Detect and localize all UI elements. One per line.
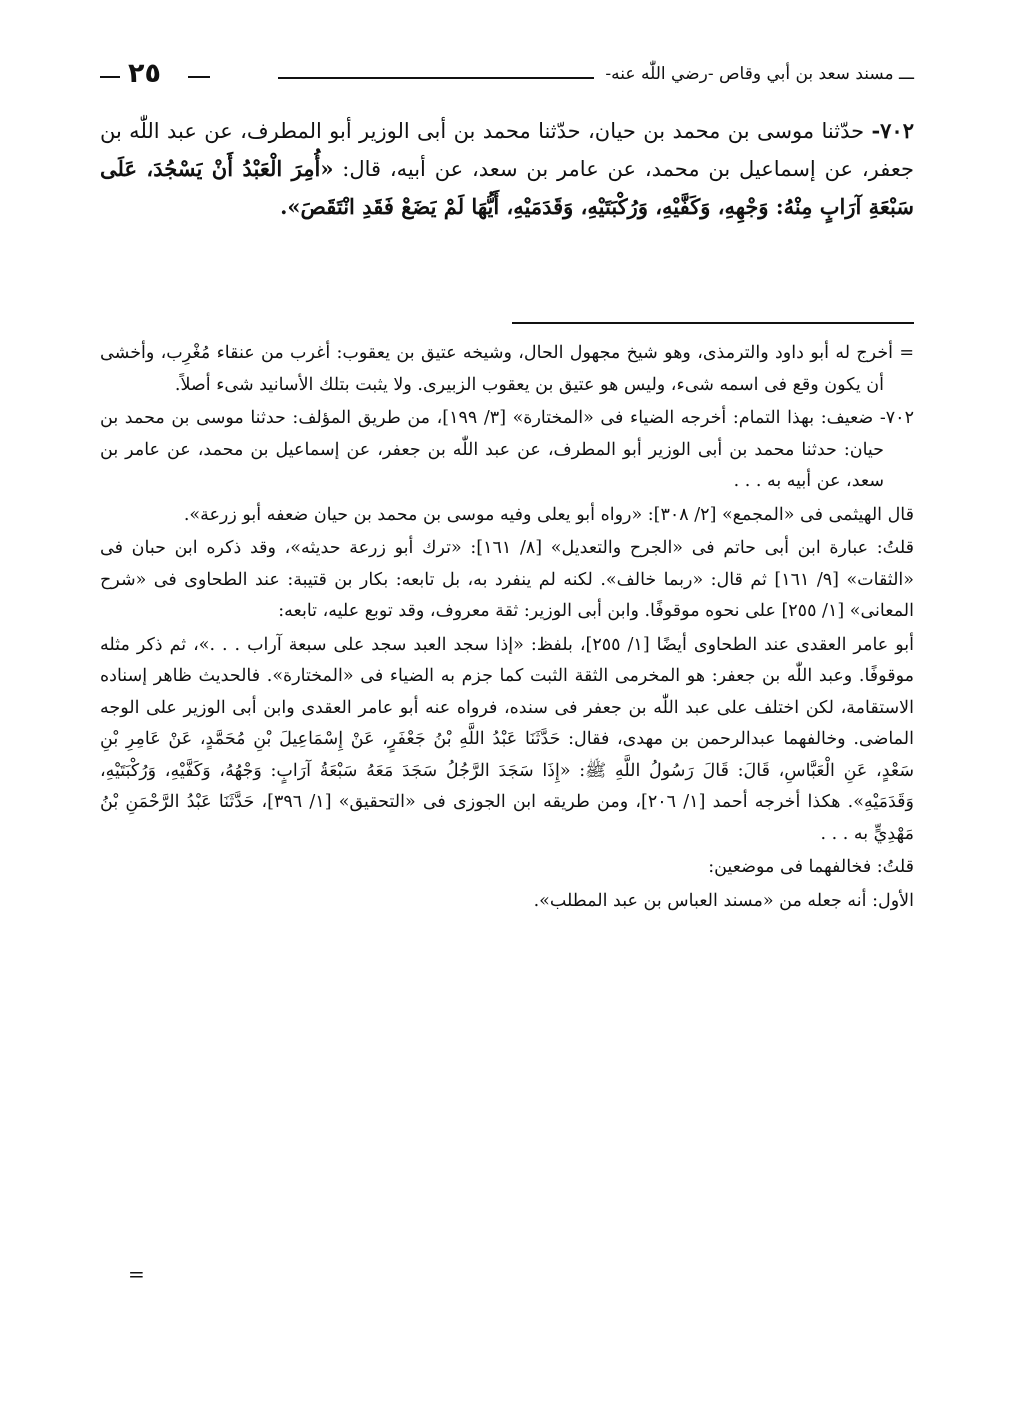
footnotes bbox=[100, 338, 914, 919]
hadith-block bbox=[100, 112, 914, 226]
header-dash-right bbox=[188, 76, 210, 78]
continuation-mark: = bbox=[128, 1262, 145, 1286]
header-title: ـــ مسند سعد بن أبي وقاص -رضي اللّٰه عنه- bbox=[605, 64, 914, 84]
footnote-702: ٧٠٢- ضعيف: بهذا التمام: أخرجه الضياء فى «المختارة» [٣/ ١٩٩]، من طريق المؤلف: حدثنا موسى بن محمد بن حيان: حدثنا محمد بن أبى الوزير أبو المطرف، عن عبد اللّٰه بن جعفر، عن إسماعيل بن محمد، عن عامر بن سعد، عن أبيه به . . . bbox=[100, 408, 914, 491]
footnote-separator bbox=[512, 322, 914, 324]
footnote-continuation: = أخرج له أبو داود والترمذى، وهو شيخ مجهول الحال، وشيخه عتيق بن يعقوب: أغرب من عنقاء مُغْرِب، وأخشى أن يكون وقع فى اسمه شىء، وليس هو عتيق بن يعقوب الزبيرى. ولا يثبت بتلك الأسانيد شىء أصلاً. bbox=[100, 343, 914, 395]
footnote-paragraph: أبو عامر العقدى عند الطحاوى أيضًا [١/ ٢٥٥]، بلفظ: «إذا سجد العبد سجد على سبعة آراب . . .»، ثم ذكر مثله موقوفًا. وعبد اللّٰه بن جعفر: هو المخرمى الثقة الثبت كما جزم به الضياء فى «المختارة». فالحديث ظاهر إسناده الاستقامة، لكن اختلف على عبد اللّٰه بن جعفر فى سنده، فرواه عنه أبو عامر العقدى وابن أبى الوزير على الوجه الماضى. وخالفهما عبدالرحمن بن مهدى، فقال: حَدَّثَنَا عَبْدُ اللَّهِ بْنُ جَعْفَرٍ، عَنْ إِسْمَاعِيلَ بْنِ مُحَمَّدٍ، عَنْ عَامِرِ بْنِ سَعْدٍ، عَنِ الْعَبَّاسِ، قَالَ: قَالَ رَسُولُ اللَّهِ ﷺ: «إِذَا سَجَدَ الرَّجُلُ سَجَدَ مَعَهُ سَبْعَةُ آرَابٍ: وَجْهُهُ، وَكَفَّيْهِ، وَرُكْبَتَيْهِ، وَقَدَمَيْهِ». هكذا أخرجه أحمد [١/ ٢٠٦]، ومن طريقه ابن الجوزى فى «التحقيق» [١/ ٣٩٦]، حَدَّثَنَا عَبْدُ الرَّحْمَنِ بْنُ مَهْدِيٍّ به . . . bbox=[100, 634, 914, 844]
page-number: ٢٥ bbox=[128, 58, 161, 89]
footnote-paragraph: الأول: أنه جعله من «مسند العباس بن عبد المطلب». bbox=[533, 890, 914, 911]
footnote-paragraph: قال الهيثمى فى «المجمع» [٢/ ٣٠٨]: «رواه أبو يعلى وفيه موسى بن محمد بن حيان ضعفه أبو زرعة». bbox=[183, 504, 914, 525]
hadith-paragraph bbox=[100, 112, 914, 226]
hadith-number: ٧٠٢- bbox=[871, 118, 914, 143]
header-dash-left bbox=[100, 76, 120, 78]
footnote-paragraph: قلتُ: عبارة ابن أبى حاتم فى «الجرح والتعديل» [٨/ ١٦١]: «ترك أبو زرعة حديثه»، وقد ذكره ابن حبان فى «الثقات» [٩/ ١٦١] ثم قال: «ربما خالف». لكنه لم ينفرد به، بل تابعه: بكار بن قتيبة: عند الطحاوى فى «شرح المعانى» [١/ ٢٥٥] على نحوه موقوفًا. وابن أبى الوزير: ثقة معروف، وقد توبع عليه، تابعه: bbox=[100, 538, 914, 621]
footnote-paragraph: قلتُ: فخالفهما فى موضعين: bbox=[708, 857, 914, 877]
header-rule bbox=[278, 77, 594, 79]
running-header bbox=[100, 58, 914, 92]
hadith-chain: حدّثنا موسى بن محمد بن حيان، حدّثنا محمد بن أبى الوزير أبو المطرف، عن عبد اللّٰه بن جعفر، عن إسماعيل بن محمد، عن عامر بن سعد، عن أبيه، قال: bbox=[100, 119, 914, 181]
hadith-text: «أُمِرَ الْعَبْدُ أَنْ يَسْجُدَ، عَلَى سَبْعَةِ آرَابٍ مِنْهُ: وَجْهِهِ، وَكَفَّيْهِ، وَرُكْبَتَيْهِ، وَقَدَمَيْهِ، أَيُّهَا لَمْ يَضَعْ فَقَدِ انْتَقَصَ». bbox=[100, 156, 914, 219]
